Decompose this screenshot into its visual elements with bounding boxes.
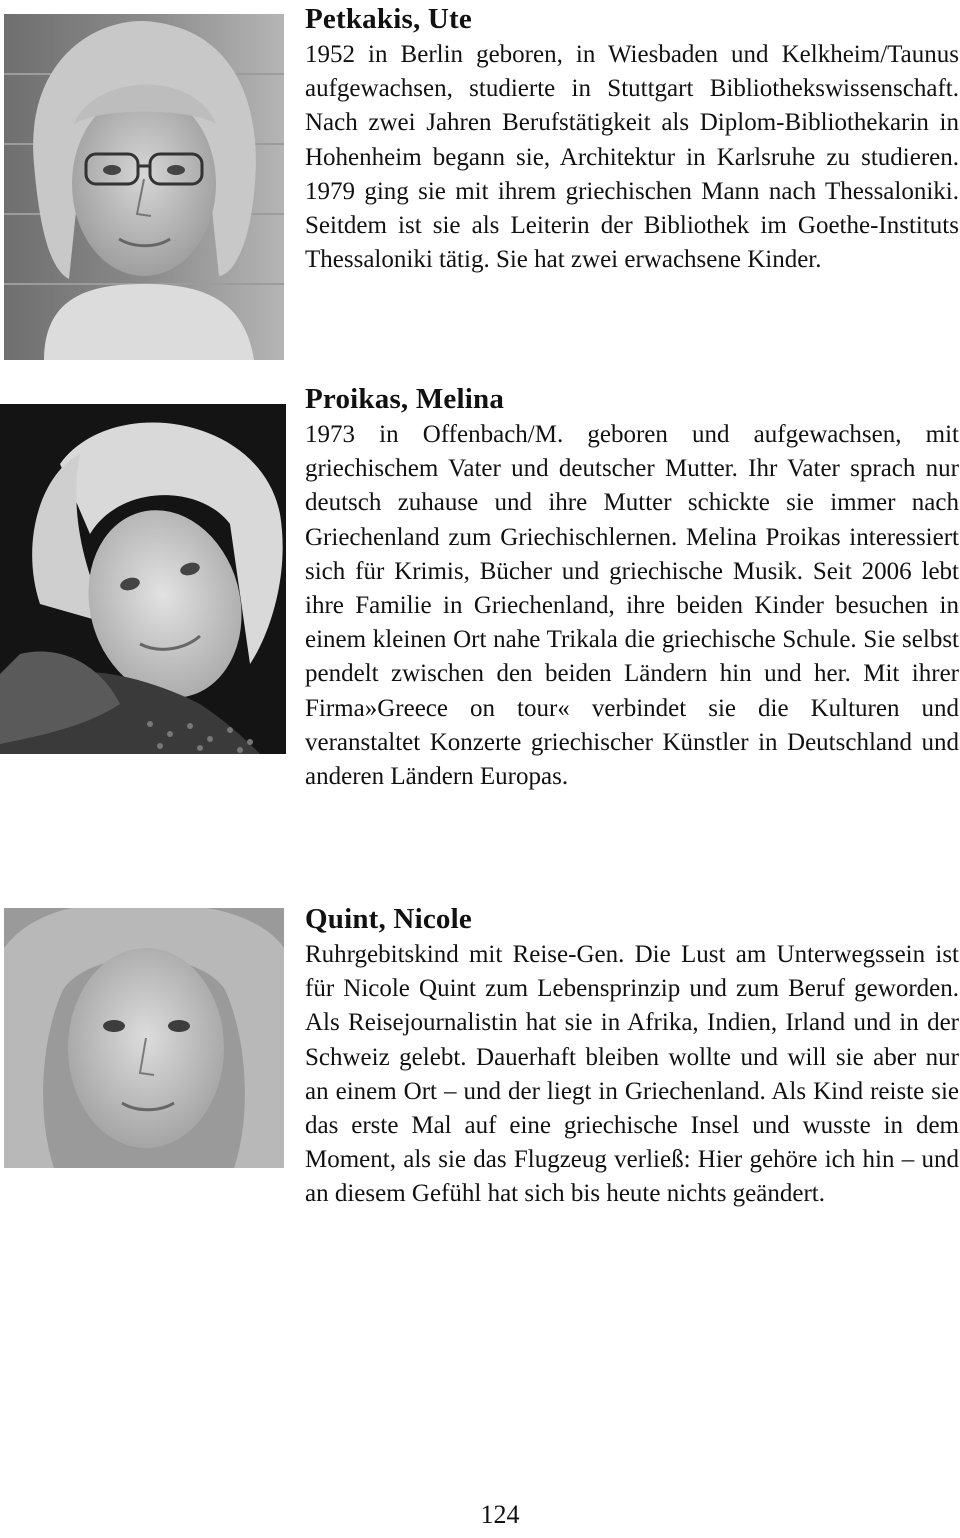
entry-name: Quint, Nicole <box>305 903 472 935</box>
entry-name: Proikas, Melina <box>305 383 505 415</box>
entry-proikas <box>305 382 959 794</box>
entry-petkakis <box>305 2 959 277</box>
portrait-photo-petkakis <box>4 14 284 360</box>
portrait-photo-quint <box>4 908 284 1168</box>
entry-bio: Ruhrgebitskind mit Reise-Gen. Die Lust am Unterwegssein ist für Nicole Quint zum Lebensprinzip und zum Beruf geworden. Als Reisejournalistin hat sie in Afrika, Indien, Irland und in der Schweiz gelebt. Dauerhaft bleiben wollte und will sie aber nur an einem Ort – und der liegt in Griechenland. Als Kind reiste sie das erste Mal auf eine griechische Insel und wusste in dem Moment, als sie das Flugzeug verließ: Hier gehöre ich hin – und an diesem Gefühl hat sich bis heute nichts geändert. <box>305 941 959 1208</box>
entry-bio: 1973 in Offenbach/M. geboren und aufgewachsen, mit griechischem Vater und deutscher Mutter. Ihr Vater sprach nur deutsch zuhause und ihre Mutter schickte sie immer nach Griechenland zum Griechischlernen. Melina Proikas interessiert sich für Krimis, Bücher und griechische Musik. Seit 2006 lebt ihre Familie in Griechenland, ihre beiden Kinder besuchen in einem kleinen Ort nahe Trikala die griechische Schule. Sie selbst pendelt zwischen den beiden Ländern hin und her. Mit ihrer Firma»Greece on tour« verbindet sie die Kulturen und veranstaltet Konzerte griechischer Künstler in Deutschland und anderen Ländern Europas. <box>305 421 959 791</box>
portrait-photo-proikas <box>0 404 286 754</box>
entry-quint <box>305 902 959 1212</box>
entry-name: Petkakis, Ute <box>305 3 472 35</box>
entry-bio: 1952 in Berlin geboren, in Wiesbaden und Kelkheim/Taunus aufgewachsen, studierte in Stuttgart Bibliothekswissenschaft. Nach zwei Jahren Berufstätigkeit als Diplom-Bibliothekarin in Hohenheim begann sie, Architektur in Karlsruhe zu studieren. 1979 ging sie mit ihrem griechischen Mann nach Thessaloniki. Seitdem ist sie als Leiterin der Bibliothek im Goethe-Instituts Thessaloniki tätig. Sie hat zwei erwachsene Kinder. <box>305 41 959 274</box>
page-number: 124 <box>480 1500 520 1529</box>
